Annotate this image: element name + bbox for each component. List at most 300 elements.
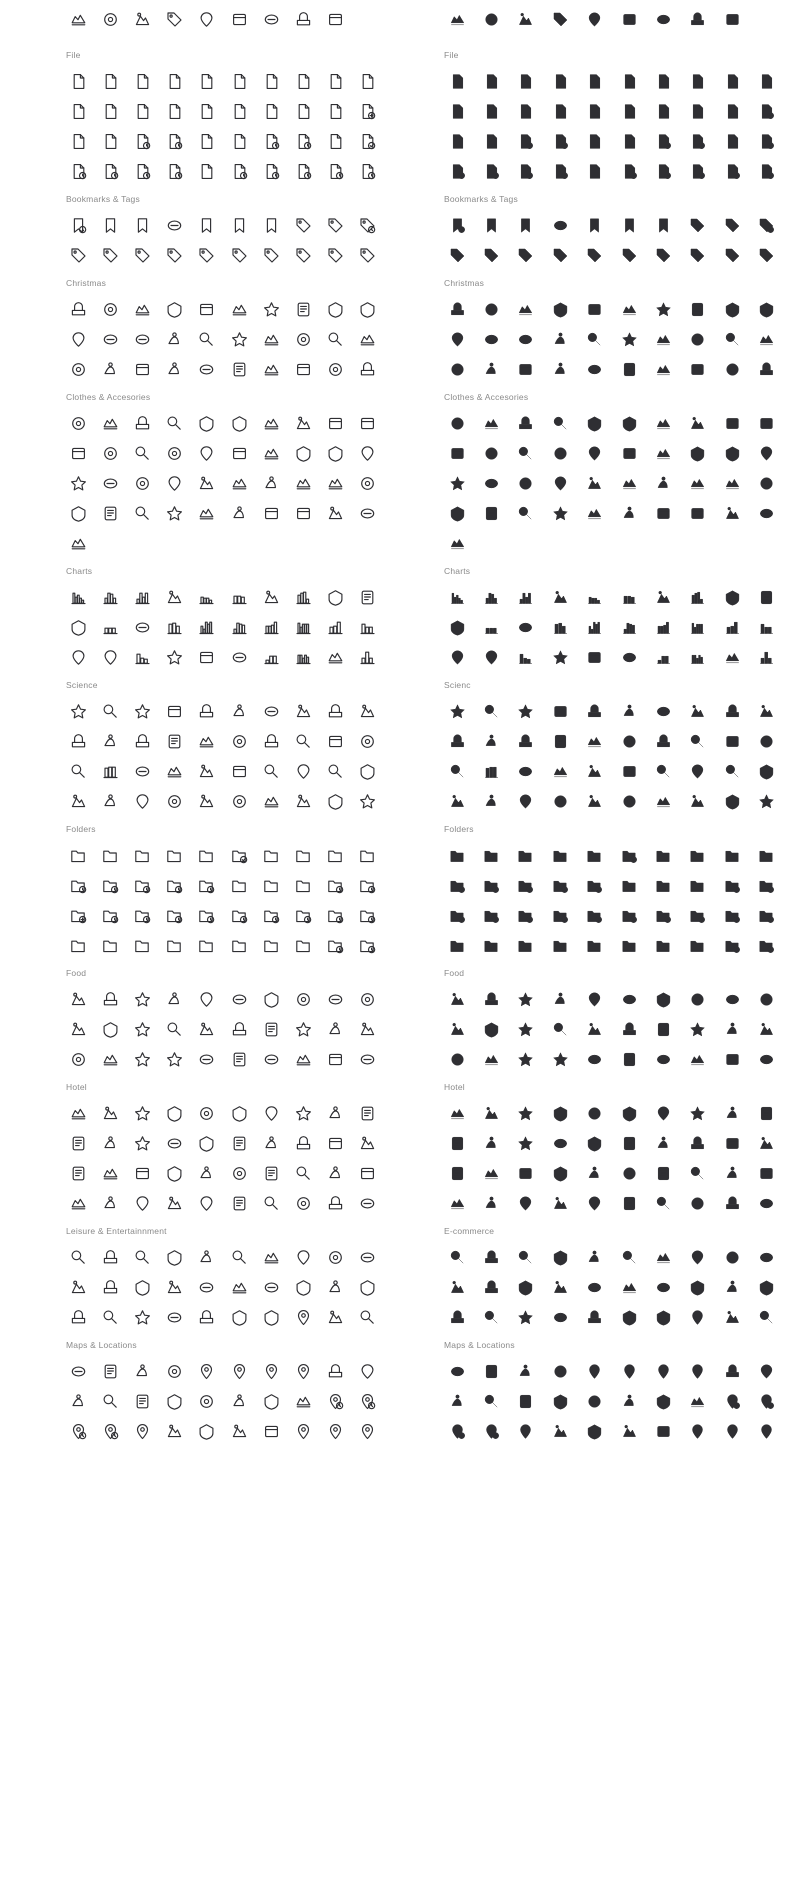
shield-shape-icon[interactable] <box>578 6 612 32</box>
radar-icon[interactable] <box>62 1388 94 1414</box>
compass-rose-icon[interactable] <box>223 1388 255 1414</box>
duck-icon[interactable] <box>191 1190 223 1216</box>
file-upload-icon[interactable] <box>474 158 508 184</box>
snow-crystal-icon[interactable] <box>543 356 577 382</box>
atom-icon[interactable] <box>440 698 474 724</box>
robe-icon[interactable] <box>440 1160 474 1186</box>
picnic-icon[interactable] <box>440 1244 474 1270</box>
pin-map-icon[interactable] <box>191 1358 223 1384</box>
controller-icon[interactable] <box>223 1244 255 1270</box>
folder-heart-icon[interactable] <box>543 902 577 928</box>
star-top-icon[interactable] <box>715 326 749 352</box>
tree-science-icon[interactable] <box>750 728 784 754</box>
eyeglasses-icon[interactable] <box>715 500 749 526</box>
flip-flops-icon[interactable] <box>578 410 612 436</box>
hair-dryer-icon[interactable] <box>287 1130 319 1156</box>
target-icon[interactable] <box>255 1244 287 1270</box>
minibar-icon[interactable] <box>320 1160 352 1186</box>
file-lock-icon[interactable] <box>255 128 287 154</box>
key-card-icon[interactable] <box>440 1130 474 1156</box>
chemistry-icon[interactable] <box>320 788 352 814</box>
folder-sync-icon[interactable] <box>223 902 255 928</box>
funnel-chart-icon[interactable] <box>612 614 646 640</box>
flask-icon[interactable] <box>126 698 158 724</box>
line-chart-icon[interactable] <box>440 584 474 610</box>
diamond-shape-icon[interactable] <box>612 6 646 32</box>
microscope-icon[interactable] <box>94 698 126 724</box>
growth-chart-icon[interactable] <box>126 584 158 610</box>
snowman-icon[interactable] <box>474 296 508 322</box>
bacon-icon[interactable] <box>509 1016 543 1042</box>
tomato-icon[interactable] <box>715 1046 749 1072</box>
column-chart-icon[interactable] <box>474 614 508 640</box>
folder-settings-icon[interactable] <box>715 932 749 958</box>
folder-lock-icon[interactable] <box>126 872 158 898</box>
bow-tie-icon[interactable] <box>681 470 715 496</box>
pennant-shape-icon[interactable] <box>255 6 287 32</box>
hotel-building-icon[interactable] <box>509 1100 543 1126</box>
pin-search-icon[interactable] <box>62 1418 94 1444</box>
ticket-icon[interactable] <box>191 1244 223 1270</box>
bathtub-icon[interactable] <box>646 1130 680 1156</box>
file-clip-icon[interactable] <box>509 98 543 124</box>
tag-sale-icon[interactable] <box>287 242 319 268</box>
pear-icon[interactable] <box>612 1046 646 1072</box>
folder-pc-icon[interactable] <box>681 872 715 898</box>
file-lock-icon[interactable] <box>646 128 680 154</box>
folder-video-icon[interactable] <box>750 842 784 868</box>
folder-icon[interactable] <box>440 842 474 868</box>
file-refresh-icon[interactable] <box>578 158 612 184</box>
snowflake-icon[interactable] <box>94 326 126 352</box>
folder-share-icon[interactable] <box>352 872 384 898</box>
file-edit-icon[interactable] <box>715 68 749 94</box>
folder-clock-icon[interactable] <box>578 902 612 928</box>
file-find-icon[interactable] <box>578 128 612 154</box>
boat-icon[interactable] <box>320 1274 352 1300</box>
network-icon[interactable] <box>191 644 223 670</box>
file-list-icon[interactable] <box>255 68 287 94</box>
popcorn-icon[interactable] <box>440 1016 474 1042</box>
map-fold-icon[interactable] <box>646 1388 680 1414</box>
sledge-icon[interactable] <box>681 356 715 382</box>
cupcake-icon[interactable] <box>255 986 287 1012</box>
cherry-icon[interactable] <box>474 1046 508 1072</box>
donut-food-icon[interactable] <box>750 986 784 1012</box>
lab-icon[interactable] <box>646 788 680 814</box>
bow-tie-icon[interactable] <box>287 470 319 496</box>
cap-icon[interactable] <box>62 500 94 526</box>
atom-icon[interactable] <box>62 698 94 724</box>
file-heart-icon[interactable] <box>320 158 352 184</box>
spiral-chart-icon[interactable] <box>681 644 715 670</box>
no-entry-icon[interactable] <box>509 1388 543 1414</box>
line-chart-icon[interactable] <box>62 584 94 610</box>
croissant-icon[interactable] <box>255 1016 287 1042</box>
pin-heart-icon[interactable] <box>715 1388 749 1414</box>
window-icon[interactable] <box>191 1160 223 1186</box>
candy-cane-icon[interactable] <box>646 296 680 322</box>
car-service-icon[interactable] <box>750 1100 784 1126</box>
bookmark-ribbon-icon[interactable] <box>509 212 543 238</box>
folder-key-icon[interactable] <box>159 872 191 898</box>
sock-icon[interactable] <box>287 296 319 322</box>
satellite-icon[interactable] <box>255 728 287 754</box>
book-leisure-icon[interactable] <box>159 1274 191 1300</box>
polo-shirt-icon[interactable] <box>440 530 474 556</box>
cupcake-icon[interactable] <box>646 986 680 1012</box>
globe-icon[interactable] <box>612 1418 646 1444</box>
cutlery-icon[interactable] <box>223 1190 255 1216</box>
reception-icon[interactable] <box>750 1130 784 1156</box>
folder-book-icon[interactable] <box>612 872 646 898</box>
tv-icon[interactable] <box>159 1160 191 1186</box>
brain-icon[interactable] <box>750 758 784 784</box>
phone-hotel-icon[interactable] <box>509 1190 543 1216</box>
folder-video-icon[interactable] <box>352 842 384 868</box>
biohazard-icon[interactable] <box>440 758 474 784</box>
apple-icon[interactable] <box>320 1016 352 1042</box>
bra-icon[interactable] <box>646 410 680 436</box>
flag-leisure-icon[interactable] <box>352 1244 384 1270</box>
kite-icon[interactable] <box>715 1244 749 1270</box>
fireplace-icon[interactable] <box>646 326 680 352</box>
radar-chart-icon[interactable] <box>646 644 680 670</box>
folder-key-icon[interactable] <box>543 872 577 898</box>
curve-arrow-right-icon[interactable] <box>320 6 352 32</box>
tag-location-icon[interactable] <box>509 242 543 268</box>
folder-link-icon[interactable] <box>255 902 287 928</box>
bar-chart-icon[interactable] <box>474 584 508 610</box>
boot-icon[interactable] <box>543 410 577 436</box>
dartboard-icon[interactable] <box>223 1274 255 1300</box>
file-folded-icon[interactable] <box>287 68 319 94</box>
bra-icon[interactable] <box>255 410 287 436</box>
power-plant-icon[interactable] <box>223 728 255 754</box>
file-edit-icon[interactable] <box>320 68 352 94</box>
wardrobe-icon[interactable] <box>159 1130 191 1156</box>
file-zoom-icon[interactable] <box>159 128 191 154</box>
water-drop-icon[interactable] <box>352 1016 384 1042</box>
cloud-shape-icon[interactable] <box>126 6 158 32</box>
trophy-icon[interactable] <box>681 1160 715 1186</box>
shirt-icon[interactable] <box>62 440 94 466</box>
file-text-icon[interactable] <box>509 68 543 94</box>
card-icon[interactable] <box>578 1274 612 1300</box>
file-doc-icon[interactable] <box>612 68 646 94</box>
shower-icon[interactable] <box>578 1130 612 1156</box>
sun-hat-icon[interactable] <box>509 500 543 526</box>
lamp-icon[interactable] <box>352 1160 384 1186</box>
wifi-hotel-icon[interactable] <box>612 1130 646 1156</box>
calculator-icon[interactable] <box>509 1160 543 1186</box>
tshirt-icon[interactable] <box>715 410 749 436</box>
bed-icon[interactable] <box>440 1100 474 1126</box>
ice-cream-icon[interactable] <box>715 986 749 1012</box>
steak-icon[interactable] <box>159 1016 191 1042</box>
museum-icon[interactable] <box>126 1244 158 1270</box>
trophy-icon[interactable] <box>287 1160 319 1186</box>
gingerbread-icon[interactable] <box>578 296 612 322</box>
tag-diagonal-icon[interactable] <box>715 212 749 238</box>
pin-plain-icon[interactable] <box>287 1358 319 1384</box>
file-shield-icon[interactable] <box>320 128 352 154</box>
mannequin-icon[interactable] <box>255 500 287 526</box>
corner-arrow-icon[interactable] <box>440 6 474 32</box>
pin-star-icon[interactable] <box>750 1388 784 1414</box>
thermometer-icon[interactable] <box>126 758 158 784</box>
file-bookmark-icon[interactable] <box>474 98 508 124</box>
folder-screen-icon[interactable] <box>646 872 680 898</box>
clock-food-icon[interactable] <box>159 1046 191 1072</box>
camera-icon[interactable] <box>94 1274 126 1300</box>
pizza-slice-icon[interactable] <box>94 986 126 1012</box>
stopwatch-icon[interactable] <box>750 788 784 814</box>
stopwatch-icon[interactable] <box>352 788 384 814</box>
bacteria-icon[interactable] <box>352 698 384 724</box>
thermometer-icon[interactable] <box>509 758 543 784</box>
sushi-icon[interactable] <box>612 986 646 1012</box>
rocket-icon[interactable] <box>715 728 749 754</box>
file-stack-icon[interactable] <box>543 68 577 94</box>
tag-star-icon[interactable] <box>750 212 784 238</box>
file-scan-icon[interactable] <box>612 128 646 154</box>
satellite-icon[interactable] <box>646 728 680 754</box>
mannequin-icon[interactable] <box>646 500 680 526</box>
bar-mini-icon[interactable] <box>126 644 158 670</box>
roller-coaster-icon[interactable] <box>543 1244 577 1270</box>
file-copy-icon[interactable] <box>62 98 94 124</box>
cells-icon[interactable] <box>62 788 94 814</box>
warning-triangle-icon[interactable] <box>578 1388 612 1414</box>
flag-map-icon[interactable] <box>750 1358 784 1384</box>
headphones-icon[interactable] <box>578 1304 612 1330</box>
fireworks-icon[interactable] <box>543 1304 577 1330</box>
nuclear-icon[interactable] <box>543 728 577 754</box>
noodles-icon[interactable] <box>474 1016 508 1042</box>
bar-stack-icon[interactable] <box>352 614 384 640</box>
earth-icon[interactable] <box>255 1418 287 1444</box>
warning-triangle-icon[interactable] <box>191 1388 223 1414</box>
museum-icon[interactable] <box>509 1244 543 1270</box>
dropper-icon[interactable] <box>474 788 508 814</box>
donut-icon[interactable] <box>320 584 352 610</box>
gift-shop-icon[interactable] <box>62 1274 94 1300</box>
area-chart-icon[interactable] <box>578 584 612 610</box>
file-doc-icon[interactable] <box>223 68 255 94</box>
steak-icon[interactable] <box>543 1016 577 1042</box>
reindeer-icon[interactable] <box>543 296 577 322</box>
rat-icon[interactable] <box>159 758 191 784</box>
snow-crystal-icon[interactable] <box>159 356 191 382</box>
folder-photo-icon[interactable] <box>681 842 715 868</box>
flag-map-icon[interactable] <box>352 1358 384 1384</box>
pin-heart-icon[interactable] <box>320 1388 352 1414</box>
folder-icon[interactable] <box>62 842 94 868</box>
file-key-icon[interactable] <box>681 128 715 154</box>
shirt-icon[interactable] <box>440 440 474 466</box>
beaker-icon[interactable] <box>159 698 191 724</box>
dartboard-icon[interactable] <box>612 1274 646 1300</box>
tag-discount-icon[interactable] <box>646 242 680 268</box>
folder-download-icon[interactable] <box>715 902 749 928</box>
folder-info-icon[interactable] <box>352 932 384 958</box>
pin-user-icon[interactable] <box>94 1418 126 1444</box>
sausage-icon[interactable] <box>126 1046 158 1072</box>
bell-desk-icon[interactable] <box>578 1100 612 1126</box>
stacked-area-icon[interactable] <box>715 644 749 670</box>
skirt-icon[interactable] <box>159 470 191 496</box>
pin-round-icon[interactable] <box>612 1358 646 1384</box>
folder-move-icon[interactable] <box>255 932 287 958</box>
folder-safe-icon[interactable] <box>578 932 612 958</box>
file-sync-icon[interactable] <box>159 158 191 184</box>
folder-open-icon[interactable] <box>474 842 508 868</box>
bulb-icon[interactable] <box>223 788 255 814</box>
card-icon[interactable] <box>191 1274 223 1300</box>
lollipop-icon[interactable] <box>681 986 715 1012</box>
balloon-icon[interactable] <box>681 1244 715 1270</box>
tag-label-icon[interactable] <box>543 242 577 268</box>
roller-coaster-icon[interactable] <box>159 1244 191 1270</box>
swimsuit-icon[interactable] <box>612 470 646 496</box>
jeans-icon[interactable] <box>440 470 474 496</box>
folder-share-icon[interactable] <box>750 872 784 898</box>
shield-shape-icon[interactable] <box>191 6 223 32</box>
beanie-icon[interactable] <box>94 500 126 526</box>
long-sleeve-icon[interactable] <box>474 440 508 466</box>
dress-icon[interactable] <box>578 440 612 466</box>
folder-check-icon[interactable] <box>612 842 646 868</box>
test-tube-icon[interactable] <box>191 698 223 724</box>
garlic-icon[interactable] <box>578 1046 612 1072</box>
bookmark-star-icon[interactable] <box>440 212 474 238</box>
telescope-icon[interactable] <box>474 728 508 754</box>
folder-sync-icon[interactable] <box>612 902 646 928</box>
file-book-icon[interactable] <box>578 68 612 94</box>
tv-leisure-icon[interactable] <box>750 1274 784 1300</box>
duck-icon[interactable] <box>578 1190 612 1216</box>
tag-save-icon[interactable] <box>62 242 94 268</box>
bookmark-solid-icon[interactable] <box>223 212 255 238</box>
wreath-icon[interactable] <box>287 326 319 352</box>
test-tube-icon[interactable] <box>578 698 612 724</box>
sleigh-icon[interactable] <box>543 326 577 352</box>
file-pencil-icon[interactable] <box>750 68 784 94</box>
car-service-icon[interactable] <box>352 1100 384 1126</box>
tower-icon[interactable] <box>543 1358 577 1384</box>
syringe-icon[interactable] <box>191 758 223 784</box>
hanger-icon[interactable] <box>681 410 715 436</box>
pizza-slice-icon[interactable] <box>474 986 508 1012</box>
gift-bag-icon[interactable] <box>646 356 680 382</box>
folder-zoom-icon[interactable] <box>474 872 508 898</box>
bauble-icon[interactable] <box>352 326 384 352</box>
folder-image-icon[interactable] <box>255 842 287 868</box>
folder-image-icon[interactable] <box>646 842 680 868</box>
bread-icon[interactable] <box>543 986 577 1012</box>
mistletoe-icon[interactable] <box>750 296 784 322</box>
earth-icon[interactable] <box>646 1418 680 1444</box>
hat-icon[interactable] <box>750 356 784 382</box>
double-bed-icon[interactable] <box>474 1100 508 1126</box>
pie-slice-icon[interactable] <box>255 584 287 610</box>
tag-location-icon[interactable] <box>126 242 158 268</box>
file-heart-icon[interactable] <box>715 158 749 184</box>
pin-search-icon[interactable] <box>440 1418 474 1444</box>
underwear-icon[interactable] <box>191 470 223 496</box>
file-key-icon[interactable] <box>287 128 319 154</box>
cocktail-icon[interactable] <box>646 1160 680 1186</box>
folder-lines-icon[interactable] <box>578 842 612 868</box>
folder-box-icon[interactable] <box>474 932 508 958</box>
city-map-icon[interactable] <box>126 1358 158 1384</box>
file-picture-icon[interactable] <box>191 98 223 124</box>
file-cloud-icon[interactable] <box>223 158 255 184</box>
christmas-tree-icon[interactable] <box>440 356 474 382</box>
file-clip-icon[interactable] <box>126 98 158 124</box>
shoe-icon[interactable] <box>62 410 94 436</box>
folder-user-icon[interactable] <box>191 872 223 898</box>
mug-icon[interactable] <box>223 326 255 352</box>
double-bed-icon[interactable] <box>94 1100 126 1126</box>
folder-photo-icon[interactable] <box>287 842 319 868</box>
map-grid-icon[interactable] <box>681 1388 715 1414</box>
iron-hotel-icon[interactable] <box>474 1160 508 1186</box>
file-photo-icon[interactable] <box>612 98 646 124</box>
bell-icon[interactable] <box>509 296 543 322</box>
file-plus-icon[interactable] <box>352 98 384 124</box>
bookmark-solid-icon[interactable] <box>612 212 646 238</box>
tag-attach-icon[interactable] <box>320 242 352 268</box>
fireplace-icon[interactable] <box>255 326 287 352</box>
file-zoom-icon[interactable] <box>543 128 577 154</box>
polo-shirt-icon[interactable] <box>62 530 94 556</box>
chess-icon[interactable] <box>255 1304 287 1330</box>
box-icon[interactable] <box>440 1304 474 1330</box>
candlestick-icon[interactable] <box>62 644 94 670</box>
clock-food-icon[interactable] <box>543 1046 577 1072</box>
tag-save-icon[interactable] <box>440 242 474 268</box>
funnel-chart-icon[interactable] <box>223 614 255 640</box>
pin-plain-icon[interactable] <box>681 1358 715 1384</box>
box-icon[interactable] <box>62 1304 94 1330</box>
bookmark-flag-icon[interactable] <box>255 212 287 238</box>
theater-icon[interactable] <box>715 1304 749 1330</box>
jacket-icon[interactable] <box>126 440 158 466</box>
histogram-icon[interactable] <box>750 584 784 610</box>
gift-bag-icon[interactable] <box>255 356 287 382</box>
planet-icon[interactable] <box>681 728 715 754</box>
pin-layers-icon[interactable] <box>750 1418 784 1444</box>
tag-diagonal-icon[interactable] <box>320 212 352 238</box>
wave-chart-icon[interactable] <box>287 614 319 640</box>
skirt-icon[interactable] <box>543 470 577 496</box>
folder-remove-icon[interactable] <box>94 902 126 928</box>
asparagus-icon[interactable] <box>191 986 223 1012</box>
lantern-icon[interactable] <box>612 356 646 382</box>
scatter-plot-icon[interactable] <box>440 614 474 640</box>
folder-bin-icon[interactable] <box>223 932 255 958</box>
chemistry-icon[interactable] <box>715 788 749 814</box>
room-number-icon[interactable] <box>440 1190 474 1216</box>
folder-lock-icon[interactable] <box>509 872 543 898</box>
nuclear-icon[interactable] <box>159 728 191 754</box>
mountains-icon[interactable] <box>440 1358 474 1384</box>
crossbones-icon[interactable] <box>159 788 191 814</box>
planet-icon[interactable] <box>287 728 319 754</box>
carrot-icon[interactable] <box>440 1046 474 1072</box>
